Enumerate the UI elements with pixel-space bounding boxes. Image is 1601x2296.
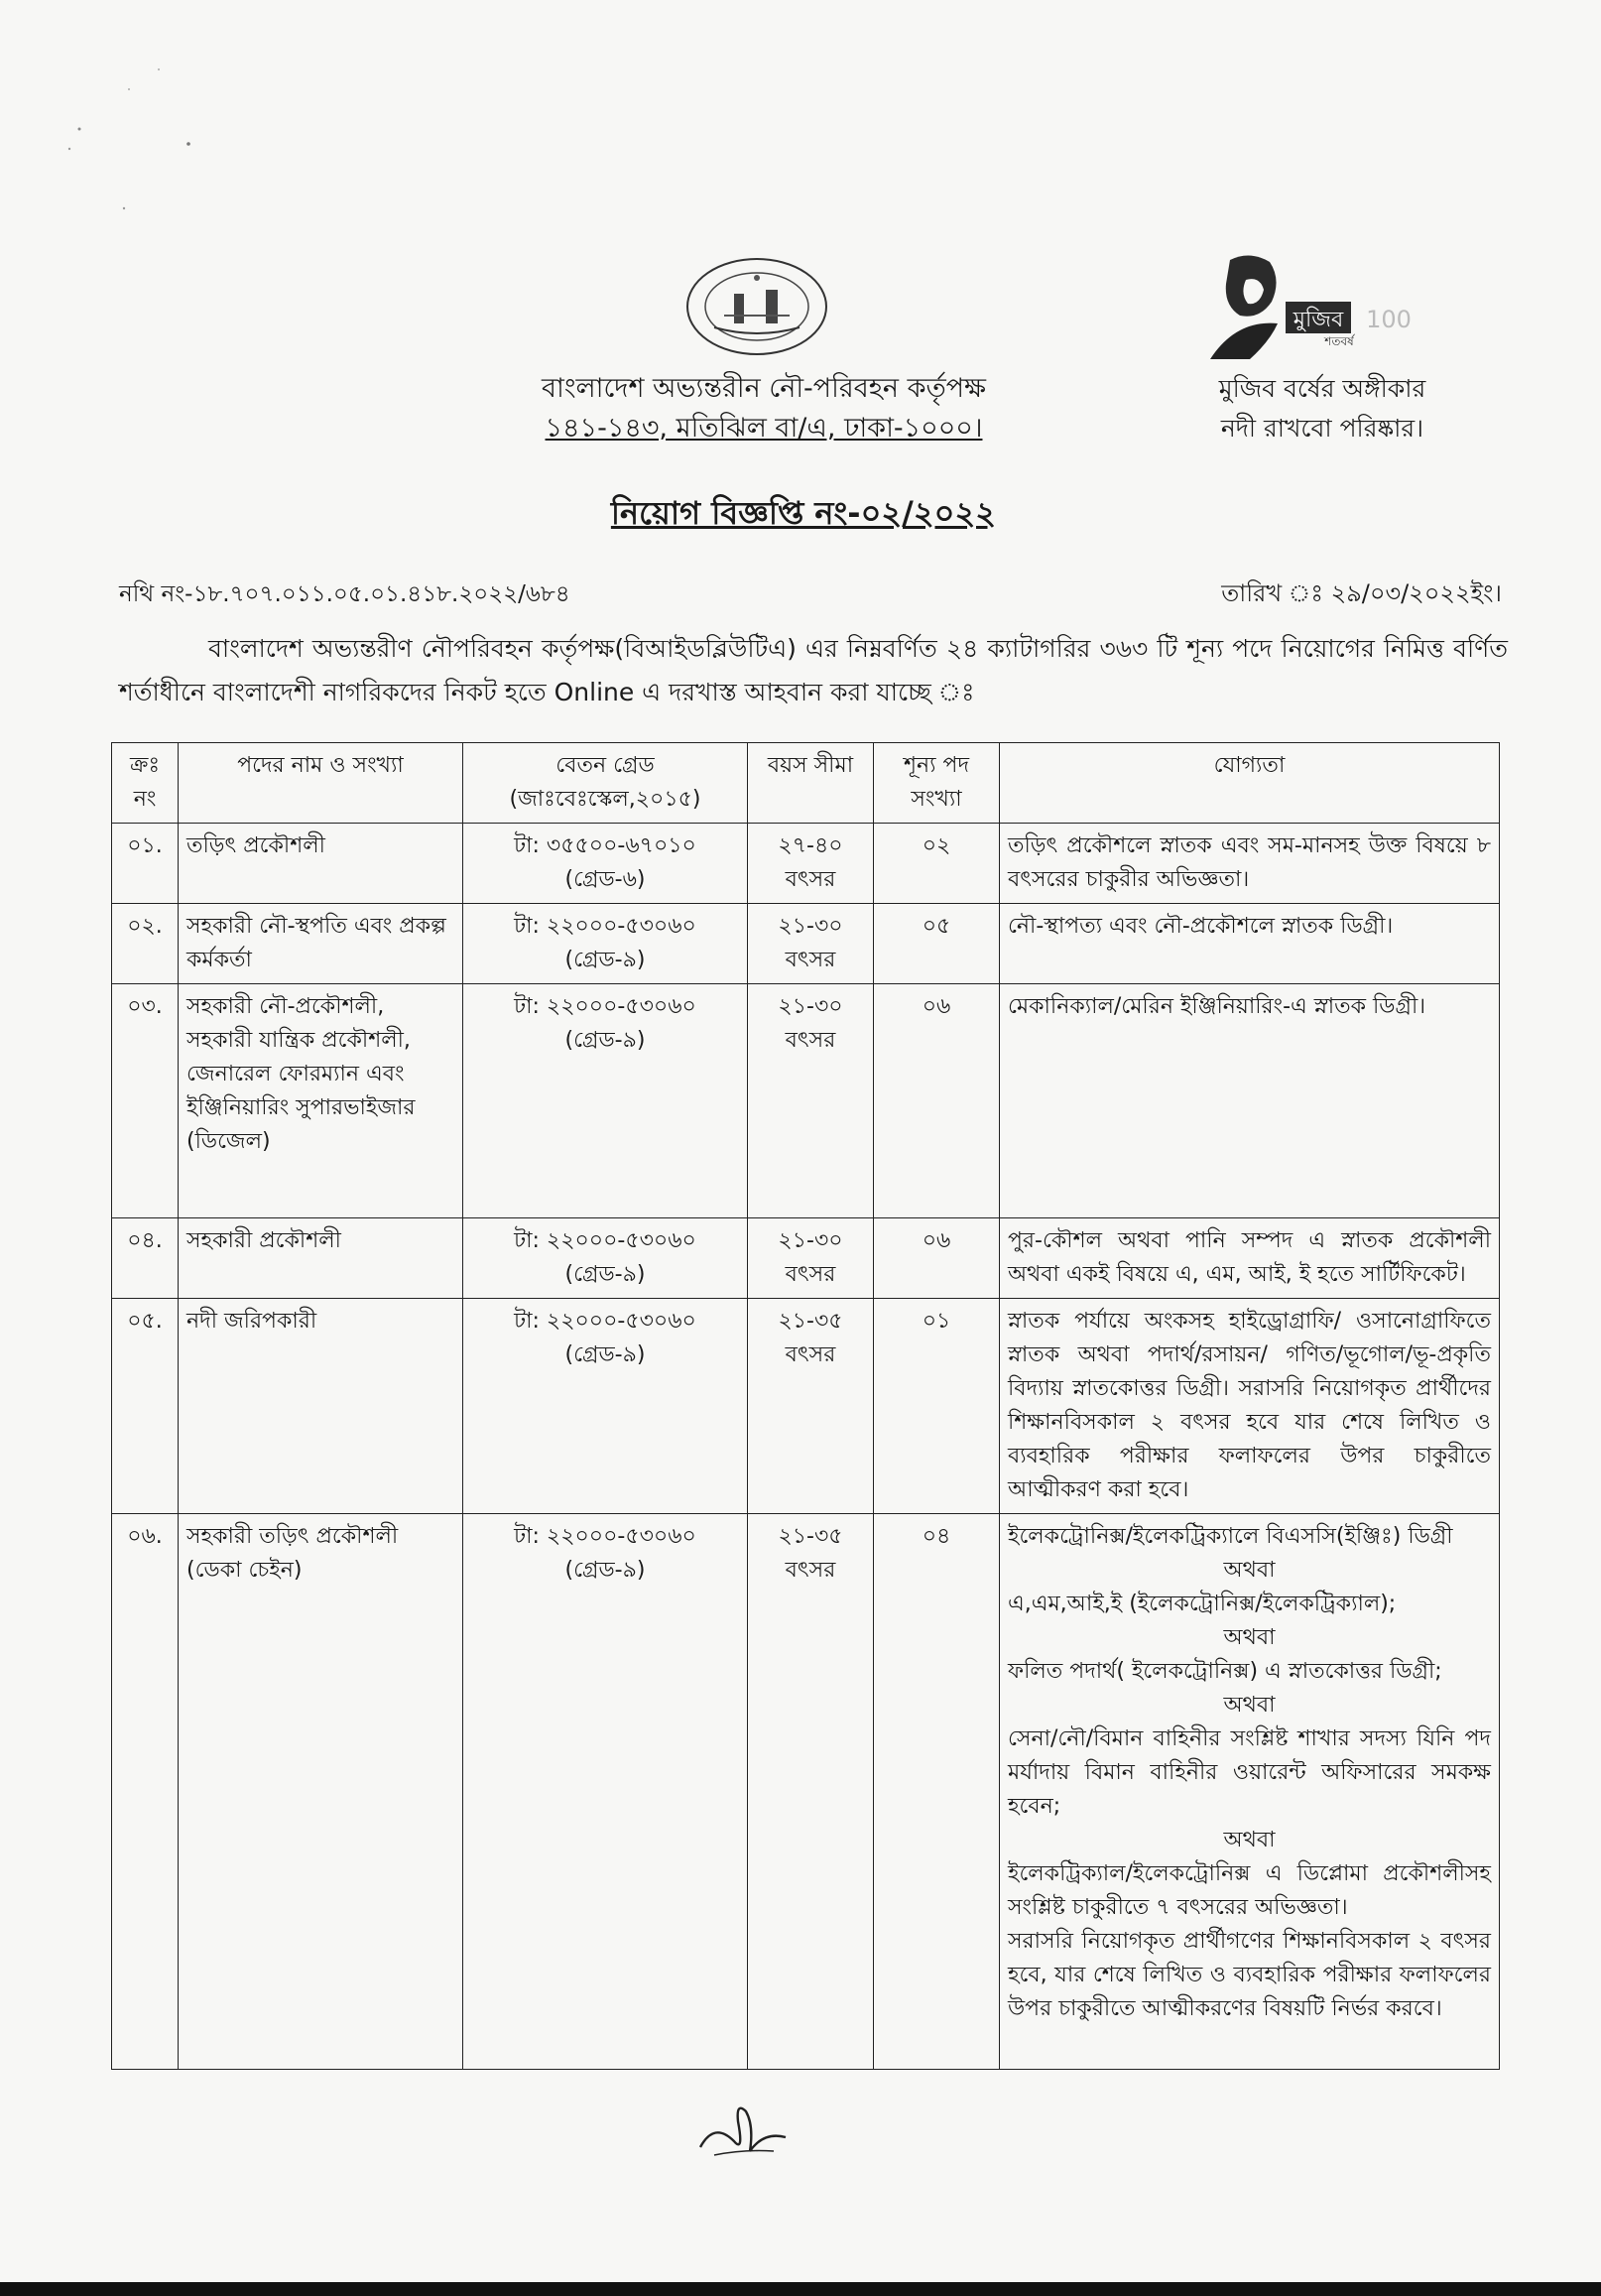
qualification-line: অথবা xyxy=(1223,1558,1276,1583)
circular-title: নিয়োগ বিজ্ঞপ্তি নং-০২/২০২২ xyxy=(610,494,997,532)
serial-cell: ০৬. xyxy=(112,1514,179,2070)
organization-address: ১৪১-১৪৩, মতিঝিল বা/এ, ঢাকা-১০০০। xyxy=(545,413,983,444)
qualification-line: অথবা xyxy=(1223,1693,1276,1718)
qualification-cell xyxy=(1000,1299,1500,1514)
pay-cell xyxy=(463,904,748,984)
pay-cell xyxy=(463,824,748,904)
post-cell: সহকারী নৌ-প্রকৌশলী, সহকারী যান্ত্রিক প্রকৌশলী, জেনারেল ফোরম্যান এবং ইঞ্জিনিয়ারিং সুপারভাইজার (ডিজেল) xyxy=(179,984,463,1218)
table-row xyxy=(112,1218,1500,1299)
pay-scale: টা: ২২০০০-৫৩০৬০ xyxy=(514,1228,696,1253)
age-unit: বৎসর xyxy=(785,1558,836,1583)
vacancy-table xyxy=(111,742,1500,2070)
serial-cell: ০১. xyxy=(112,824,179,904)
scan-edge xyxy=(0,2282,1601,2296)
serial-cell: ০৩. xyxy=(112,984,179,1218)
svg-text:100: 100 xyxy=(1366,306,1412,333)
table-row xyxy=(112,1514,1500,2070)
qualification-line: সেনা/নৌ/বিমান বাহিনীর সংশ্লিষ্ট শাখার সদস্য যিনি পদ মর্যাদায় বিমান বাহিনীর ওয়ারেন্ট অফিসারের সমকক্ষ হবেন; xyxy=(1008,1726,1491,1819)
age-range: ২১-৩০ xyxy=(778,1228,843,1253)
vacancy-cell: ০১ xyxy=(874,1299,1000,1514)
vacancy-cell: ০২ xyxy=(874,824,1000,904)
pay-cell xyxy=(463,984,748,1218)
header-pay-line-2: (জাঃবেঃস্কেল,২০১৫) xyxy=(509,787,701,812)
svg-text:মুজিব: মুজিব xyxy=(1293,308,1344,332)
mujib-borsho-logo xyxy=(1190,250,1428,361)
post-cell: তড়িৎ প্রকৌশলী xyxy=(179,824,463,904)
post-cell: সহকারী নৌ-স্থপতি এবং প্রকল্প কর্মকর্তা xyxy=(179,904,463,984)
table-row xyxy=(112,904,1500,984)
header-post: পদের নাম ও সংখ্যা xyxy=(179,743,463,824)
vacancy-cell: ০৫ xyxy=(874,904,1000,984)
table-header-row xyxy=(112,743,1500,824)
header-qualification: যোগ্যতা xyxy=(1000,743,1500,824)
pay-cell xyxy=(463,1514,748,2070)
pay-scale: টা: ৩৫৫০০-৬৭০১০ xyxy=(514,833,696,858)
pay-cell xyxy=(463,1218,748,1299)
pay-grade: (গ্রেড-৬) xyxy=(564,867,646,892)
post-cell: নদী জরিপকারী xyxy=(179,1299,463,1514)
age-unit: বৎসর xyxy=(785,948,836,972)
age-cell xyxy=(748,1299,874,1514)
header-pay-line-1: বেতন গ্রেড xyxy=(555,753,655,778)
header-age: বয়স সীমা xyxy=(748,743,874,824)
age-range: ২৭-৪০ xyxy=(778,833,843,858)
qualification-line: ইলেকট্রোনিক্স/ইলেকট্রিক্যালে বিএসসি(ইঞ্জিঃ) ডিগ্রী xyxy=(1008,1524,1453,1549)
table-row xyxy=(112,824,1500,904)
qualification-line: নৌ-স্থাপত্য এবং নৌ-প্রকৌশলে স্নাতক ডিগ্রী। xyxy=(1008,914,1394,939)
age-unit: বৎসর xyxy=(785,1028,836,1053)
qualification-line: ফলিত পদার্থ( ইলেকট্রোনিক্স) এ স্নাতকোত্তর ডিগ্রী; xyxy=(1008,1659,1442,1684)
age-cell xyxy=(748,904,874,984)
organization-name: বাংলাদেশ অভ্যন্তরীন নৌ-পরিবহন কর্তৃপক্ষ xyxy=(542,373,986,404)
qualification-line: পুর-কৌশল অথবা পানি সম্পদ এ স্নাতক প্রকৌশলী অথবা একই বিষয়ে এ, এম, আই, ই হতে সার্টিফিকেট। xyxy=(1008,1228,1491,1287)
age-range: ২১-৩০ xyxy=(778,994,843,1019)
pay-cell xyxy=(463,1299,748,1514)
slogan-line-2: নদী রাখবো পরিষ্কার। xyxy=(1220,414,1424,443)
pay-grade: (গ্রেড-৯) xyxy=(564,948,646,972)
qualification-line: অথবা xyxy=(1223,1625,1276,1650)
serial-cell: ০৫. xyxy=(112,1299,179,1514)
table-body xyxy=(112,824,1500,2070)
vacancy-cell: ০৬ xyxy=(874,984,1000,1218)
pay-grade: (গ্রেড-৯) xyxy=(564,1342,646,1367)
age-range: ২১-৩৫ xyxy=(778,1524,843,1549)
memo-number: নথি নং-১৮.৭০৭.০১১.০৫.০১.৪১৮.২০২২/৬৮৪ xyxy=(119,581,570,607)
age-unit: বৎসর xyxy=(785,867,836,892)
scan-specks xyxy=(40,50,238,218)
age-unit: বৎসর xyxy=(785,1342,836,1367)
slogan-line-1: মুজিব বর্ষের অঙ্গীকার xyxy=(1218,374,1426,403)
qualification-cell xyxy=(1000,1514,1500,2070)
pay-grade: (গ্রেড-৯) xyxy=(564,1028,646,1053)
pay-scale: টা: ২২০০০-৫৩০৬০ xyxy=(514,1524,696,1549)
memo-date: তারিখ ঃ ২৯/০৩/২০২২ইং। xyxy=(1221,579,1502,607)
header-serial: ক্রঃ নং xyxy=(112,743,179,824)
serial-cell: ০৪. xyxy=(112,1218,179,1299)
serial-cell: ০২. xyxy=(112,904,179,984)
table-row xyxy=(112,984,1500,1218)
age-range: ২১-৩০ xyxy=(778,914,843,939)
organization-header xyxy=(436,369,1091,448)
qualification-line: সরাসরি নিয়োগকৃত প্রার্থীগণের শিক্ষানবিসকাল ২ বৎসর হবে, যার শেষে লিখিত ও ব্যবহারিক পরীক্ষার ফলাফলের উপর চাকুরীতে আত্মীকরণের বিষয়টি নির্ভর করবে। xyxy=(1008,1929,1491,2021)
qualification-line: অথবা xyxy=(1223,1828,1276,1852)
qualification-line: স্নাতক পর্যায়ে অংকসহ হাইড্রোগ্রাফি/ ওসানোগ্রাফিতে স্নাতক অথবা পদার্থ/রসায়ন/ গণিত/ভূগোল/ভূ-প্রকৃতি বিদ্যায় স্নাতকোত্তর ডিগ্রী। সরাসরি নিয়োগকৃত প্রার্থীদের শিক্ষানবিসকাল ২ বৎসর হবে যার শেষে লিখিত ও ব্যবহারিক পরীক্ষার ফলাফলের উপর চাকুরীতে আত্মীকরণ করা হবে। xyxy=(1008,1309,1491,1502)
pay-scale: টা: ২২০০০-৫৩০৬০ xyxy=(514,994,696,1019)
age-cell xyxy=(748,984,874,1218)
pay-scale: টা: ২২০০০-৫৩০৬০ xyxy=(514,1309,696,1334)
slogan xyxy=(1159,369,1486,448)
pay-scale: টা: ২২০০০-৫৩০৬০ xyxy=(514,914,696,939)
qualification-cell xyxy=(1000,984,1500,1218)
qualification-cell xyxy=(1000,824,1500,904)
post-cell: সহকারী তড়িৎ প্রকৌশলী (ডেকা চেইন) xyxy=(179,1514,463,2070)
intro-paragraph: বাংলাদেশ অভ্যন্তরীণ নৌপরিবহন কর্তৃপক্ষ(বিআইডব্লিউটিএ) এর নিম্নবর্ণিত ২৪ ক্যাটাগরির ৩৬৩ টি শূন্য পদে নিয়োগের নিমিত্ত বর্ণিত শর্তাধীনে বাংলাদেশী নাগরিকদের নিকট হতে Online এ দরখাস্ত আহবান করা যাচ্ছে ঃ xyxy=(119,634,1508,706)
table-row xyxy=(112,1299,1500,1514)
qualification-line: তড়িৎ প্রকৌশলে স্নাতক এবং সম-মানসহ উক্ত বিষয়ে ৮ বৎসরের চাকুরীর অভিজ্ঞতা। xyxy=(1008,833,1491,892)
age-cell xyxy=(748,1514,874,2070)
age-cell xyxy=(748,1218,874,1299)
pay-grade: (গ্রেড-৯) xyxy=(564,1262,646,1287)
biwta-emblem-icon xyxy=(684,256,829,357)
qualification-line: এ,এম,আই,ই (ইলেকট্রোনিক্স/ইলেকট্রিক্যাল); xyxy=(1008,1592,1397,1616)
age-cell xyxy=(748,824,874,904)
pay-grade: (গ্রেড-৯) xyxy=(564,1558,646,1583)
post-cell: সহকারী প্রকৌশলী xyxy=(179,1218,463,1299)
qualification-cell xyxy=(1000,904,1500,984)
qualification-cell xyxy=(1000,1218,1500,1299)
qualification-line: মেকানিক্যাল/মেরিন ইঞ্জিনিয়ারিং-এ স্নাতক ডিগ্রী। xyxy=(1008,994,1426,1019)
header-vacancy: শূন্য পদ সংখ্যা xyxy=(874,743,1000,824)
age-range: ২১-৩৫ xyxy=(778,1309,843,1334)
vacancy-cell: ০৪ xyxy=(874,1514,1000,2070)
signature xyxy=(694,2092,794,2167)
age-unit: বৎসর xyxy=(785,1262,836,1287)
qualification-line: ইলেকট্রিক্যাল/ইলেকট্রোনিক্স এ ডিপ্লোমা প্রকৌশলীসহ সংশ্লিষ্ট চাকুরীতে ৭ বৎসরের অভিজ্ঞতা। xyxy=(1008,1861,1491,1920)
svg-text:শতবর্ষ: শতবর্ষ xyxy=(1324,334,1354,348)
header-pay-grade xyxy=(463,743,748,824)
vacancy-cell: ০৬ xyxy=(874,1218,1000,1299)
